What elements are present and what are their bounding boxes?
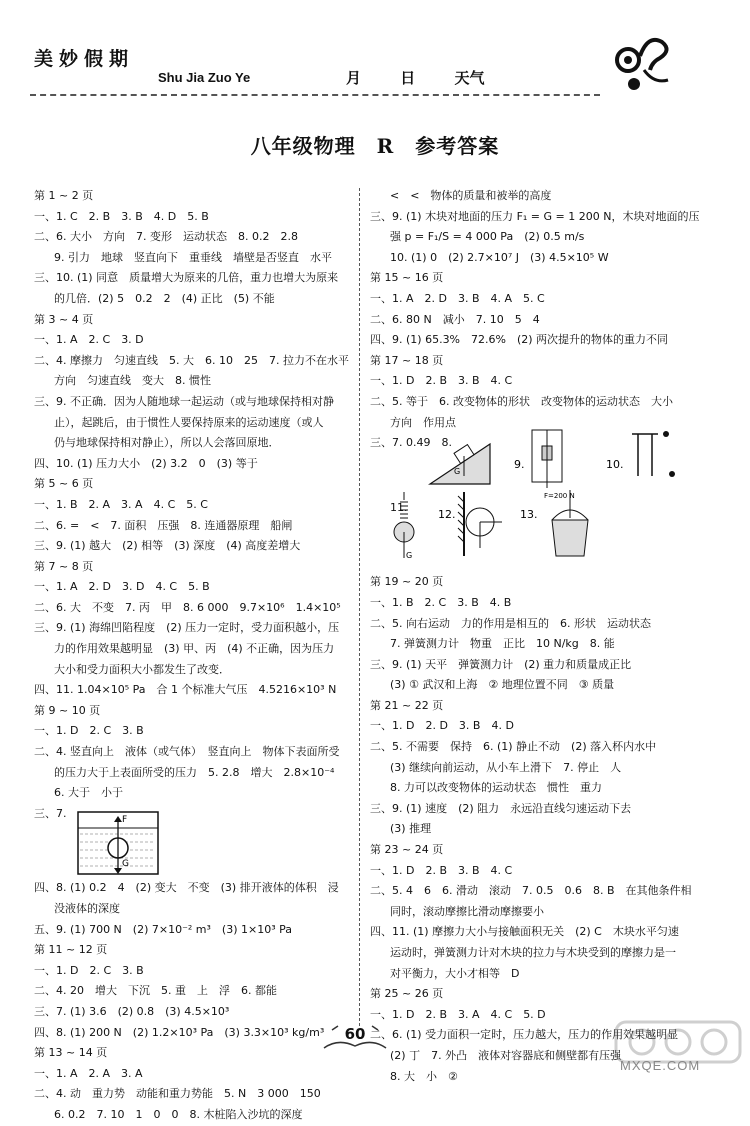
watermark-text: MXQE.COM [620,1058,701,1073]
figure-wrapper [34,808,359,878]
answer-text: 三、7. [34,806,67,820]
answer-text: (3) 继续向前运动，从小车上滑下 7. 停止 人 [390,760,622,774]
answer-text: 三、9. (1) 越大 (2) 相等 (3) 深度 (4) 高度差增大 [34,539,301,553]
answer-line [34,1043,359,1064]
day-label: 日 [400,69,416,87]
answer-line [34,289,359,310]
answer-line [370,696,718,717]
column-divider [359,188,360,1026]
answer-text: 二、5. 向右运动 力的作用是相互的 6. 形状 运动状态 [370,616,651,630]
answer-line [370,655,718,676]
answer-line [34,961,359,982]
answer-text: 一、1. C 2. B 3. B 4. D 5. B [34,209,209,223]
answer-text: 的压力大于上表面所受的压力 5. 2.8 增大 2.8×10⁻⁴ [54,765,335,779]
answer-line [34,227,359,248]
answer-line [370,248,718,269]
fig13-number: 13. [520,508,538,522]
answer-line [34,763,359,784]
answer-line [370,392,718,413]
answer-text: 力的作用效果越明显 (3) 甲、丙 (4) 不正确，因为压力 [54,642,335,656]
answer-text: 第 25 ~ 26 页 [370,987,444,1001]
answer-text: 第 5 ~ 6 页 [34,477,94,491]
fig12-number: 12. [438,508,456,522]
answer-text: 第 7 ~ 8 页 [34,559,94,573]
answer-text: (3) 推理 [390,822,432,836]
fig10-number: 10. [606,457,624,471]
answer-line [370,227,718,248]
answer-line [370,778,718,799]
answer-line [34,330,359,351]
answer-line [34,742,359,763]
answer-text: 8. 力可以改变物体的运动状态 惯性 重力 [390,781,602,795]
answer-line [34,701,359,722]
answer-text: 二、4. 20 增大 下沉 5. 重 上 浮 6. 都能 [34,984,277,998]
answer-line [34,639,359,660]
answer-line [370,371,718,392]
month-label: 月 [346,69,362,87]
answer-line [34,1023,359,1044]
answer-line [370,758,718,779]
answer-text: 方向 匀速直线 变大 8. 惯性 [54,374,211,388]
answer-line [370,984,718,1005]
answer-line [34,920,359,941]
answer-text: 一、1. D 2. C 3. B [34,724,144,738]
answer-text: 同时，滚动摩擦比滑动摩擦要小 [390,904,544,918]
answer-text: 四、10. (1) 压力大小 (2) 3.2 0 (3) 等于 [34,456,258,470]
date-weather-line [346,67,519,88]
answer-text: 第 21 ~ 22 页 [370,698,444,712]
answer-text: 三、9. (1) 天平 弹簧测力计 (2) 重力和质量成正比 [370,657,632,671]
answer-line [34,1002,359,1023]
answer-text: 三、9. 不正确．因为人随地球一起运动（或与地球保持相对静 [34,394,334,408]
answer-line [34,413,359,434]
answer-line [34,878,359,899]
answer-line [370,330,718,351]
buoyancy-label-F: F [122,815,128,826]
answer-text: 四、8. (1) 0.2 4 (2) 变大 不变 (3) 排开液体的体积 浸 [34,881,339,895]
answer-text: 三、7. (1) 3.6 (2) 0.8 (3) 4.5×10³ [34,1004,230,1018]
brand-pinyin: Shu Jia Zuo Ye [158,70,251,85]
answer-line [34,516,359,537]
answer-text: 一、1. B 2. C 3. B 4. B [370,595,512,609]
answer-line [370,351,718,372]
answer-line [34,186,359,207]
answer-text: 一、1. D 2. C 3. B [34,963,144,977]
answer-line [370,943,718,964]
answer-text: 一、1. D 2. B 3. A 4. C 5. D [370,1007,546,1021]
answer-line [370,922,718,943]
answer-text: 仍与地球保持相对静止），所以人会落回原地． [54,436,280,450]
answer-line [370,268,718,289]
answer-text: 第 11 ~ 12 页 [34,943,108,957]
answer-text: 11. [390,500,408,514]
answer-text: (3) ① 武汉和上海 ② 地理位置不同 ③ 质量 [390,678,615,692]
answer-text: 三、9. (1) 速度 (2) 阻力 永远沿直线匀速运动下去 [370,801,632,815]
answer-line [370,289,718,310]
answer-text: 大小和受力面积大小都发生了改变． [54,662,230,676]
weather-label: 天气 [454,69,485,87]
answer-line [34,392,359,413]
answer-line [34,660,359,681]
fig13-label-F: F=200 N [544,492,575,501]
answer-line [370,902,718,923]
answer-text: 二、6. = < 7. 面积 压强 8. 连通器原理 船闸 [34,518,293,532]
answer-text: 二、6. 80 N 减小 7. 10 5 4 [370,312,540,326]
force-diagrams-row-1 [426,424,726,494]
answer-line [370,634,718,655]
answer-line [370,186,718,207]
answer-text: 四、8. (1) 200 N (2) 1.2×10³ Pa (3) 3.3×10³ kg/m³ [34,1025,325,1039]
answer-text: 二、5. 等于 6. 改变物体的形状 改变物体的运动状态 大小 [370,394,673,408]
answer-text: 四、11. (1) 摩擦力大小与接触面积无关 (2) C 木块水平匀速 [370,925,679,939]
answer-text: 第 9 ~ 10 页 [34,703,101,717]
answer-text: 一、1. D 2. B 3. B 4. C [370,863,513,877]
answer-text: 二、4. 动 重力势 动能和重力势能 5. N 3 000 150 [34,1087,321,1101]
answer-line [34,1105,359,1126]
answer-line [370,614,718,635]
answer-text: 一、1. D 2. B 3. B 4. C [370,374,513,388]
buoyancy-diagram [74,808,224,878]
fig8-label-G: G [454,466,461,476]
answer-text: 第 3 ~ 4 页 [34,312,94,326]
answer-text: 五、9. (1) 700 N (2) 7×10⁻² m³ (3) 1×10³ Pa [34,922,292,936]
page-number: 60 [344,1025,366,1043]
answer-line [370,964,718,985]
answer-text: 10. (1) 0 (2) 2.7×10⁷ J (3) 4.5×10⁵ W [390,250,609,264]
answer-line [34,940,359,961]
answer-line [34,577,359,598]
answer-text: (2) 丁 7. 外凸 液体对容器底和侧壁都有压强 [390,1048,622,1062]
answer-line [34,433,359,454]
answer-line [370,593,718,614]
answer-text: 的几倍．(2) 5 0.2 2 (4) 正比 (5) 不能 [54,291,275,305]
answer-text: 三、7. 0.49 8. [370,436,452,450]
answer-line [34,598,359,619]
answer-text: 8. 大 小 ② [390,1069,458,1083]
fig9-number: 9. [514,457,525,471]
answer-text: 三、9. (1) 木块对地面的压力 F₁ = G = 1 200 N，木块对地面的压 [370,209,700,223]
answer-text: 二、6. 大 不变 7. 丙 甲 8. 6 000 9.7×10⁶ 1.4×10⁵ [34,600,341,614]
answer-line [370,799,718,820]
answer-text: 一、1. B 2. A 3. A 4. C 5. C [34,497,208,511]
answer-text: 二、4. 摩擦力 匀速直线 5. 大 6. 10 25 7. 拉力不在水平 [34,353,349,367]
answer-line [370,675,718,696]
answer-text: 运动时，弹簧测力计对木块的拉力与木块受到的摩擦力是一 [390,946,676,959]
answer-line [34,268,359,289]
answer-text: 第 15 ~ 16 页 [370,271,444,285]
left-answer-column [34,186,359,1126]
buoyancy-label-G: G [122,859,129,870]
answer-line [34,618,359,639]
answer-text: 一、1. A 2. D 3. D 4. C 5. B [34,580,210,594]
answer-text: 6. 0.2 7. 10 1 0 0 8. 木桩陷入沙坑的深度 [54,1107,303,1121]
answer-line [34,783,359,804]
figure-wrapper [370,488,718,568]
answer-text: 四、9. (1) 65.3% 72.6% (2) 两次提升的物体的重力不同 [370,333,669,347]
answer-line [34,721,359,742]
answer-text: 方向 作用点 [390,415,456,429]
answer-line [34,495,359,516]
answer-line [34,899,359,920]
answer-text: 二、6. (1) 受力面积一定时，压力越大，压力的作用效果越明显 [370,1028,679,1042]
answer-text: 第 23 ~ 24 页 [370,843,444,857]
answer-line [34,1084,359,1105]
answer-text: 第 13 ~ 14 页 [34,1046,108,1060]
answer-line [34,474,359,495]
brand-title: 美妙假期 [34,48,135,70]
answer-text: 第 19 ~ 20 页 [370,575,444,589]
answer-line [370,840,718,861]
answer-text: 7. 弹簧测力计 物重 正比 10 N/kg 8. 能 [390,637,615,651]
answer-line [34,454,359,475]
answer-text: 二、4. 竖直向上 液体（或气体） 竖直向上 物体下表面所受 [34,745,340,759]
answer-line [34,680,359,701]
right-answer-column [370,186,718,1087]
answer-text: 9. 引力 地球 竖直向下 重垂线 墙壁是否竖直 水平 [54,250,332,264]
answer-line [370,737,718,758]
answer-line [34,310,359,331]
answer-text: 没液体的深度 [54,902,120,915]
answer-line [34,557,359,578]
answer-text: 三、10. (1) 同意 质量增大为原来的几倍，重力也增大为原来 [34,271,339,285]
answer-line [370,881,718,902]
answer-line [370,207,718,228]
header-rule [30,94,600,96]
answer-text: 二、5. 不需要 保持 6. (1) 静止不动 (2) 落入杯内水中 [370,740,657,754]
answer-text: 第 17 ~ 18 页 [370,353,444,367]
answer-text: 一、1. A 2. D 3. B 4. A 5. C [370,291,545,305]
answer-line [34,981,359,1002]
answer-text: 四、11. 1.04×10⁵ Pa 合 1 个标准大气压 4.5216×10³ N [34,683,337,697]
answer-line [34,351,359,372]
answer-line [34,1064,359,1085]
answer-text: 二、5. 4 6 6. 滑动 滚动 7. 0.5 0.6 8. B 在其他条件相 [370,884,692,898]
answer-text: 止），起跳后，由于惯性人要保持原来的运动速度（或人 [54,415,324,429]
answer-text: 对平衡力，大小才相等 D [390,966,520,980]
mascot-icon [604,26,676,98]
answer-text: 三、9. (1) 海绵凹陷程度 (2) 压力一定时，受力面积越小，压 [34,621,340,635]
answer-line [34,248,359,269]
answer-text: 一、1. A 2. A 3. A [34,1066,143,1080]
page-header [0,0,750,100]
answer-line [370,861,718,882]
answer-line [370,716,718,737]
answer-line [34,536,359,557]
answer-text: 一、1. A 2. C 3. D [34,333,144,347]
answer-text: 第 1 ~ 2 页 [34,189,94,202]
page-title: 八年级物理 R 参考答案 [250,134,500,158]
fig11-label-G: G [406,551,413,561]
answer-text: 6. 大于 小于 [54,786,123,800]
answer-text: 一、1. D 2. D 3. B 4. D [370,719,514,733]
answer-text: < < 物体的质量和被举的高度 [390,189,552,202]
answer-line [370,310,718,331]
answer-line [34,207,359,228]
force-diagrams-row-2 [392,488,692,568]
answer-text: 强 p = F₁/S = 4 000 Pa (2) 0.5 m/s [390,230,585,244]
answer-line [34,371,359,392]
answer-text: 二、6. 大小 方向 7. 变形 运动状态 8. 0.2 2.8 [34,230,298,244]
answer-line [370,819,718,840]
answer-line [370,572,718,593]
